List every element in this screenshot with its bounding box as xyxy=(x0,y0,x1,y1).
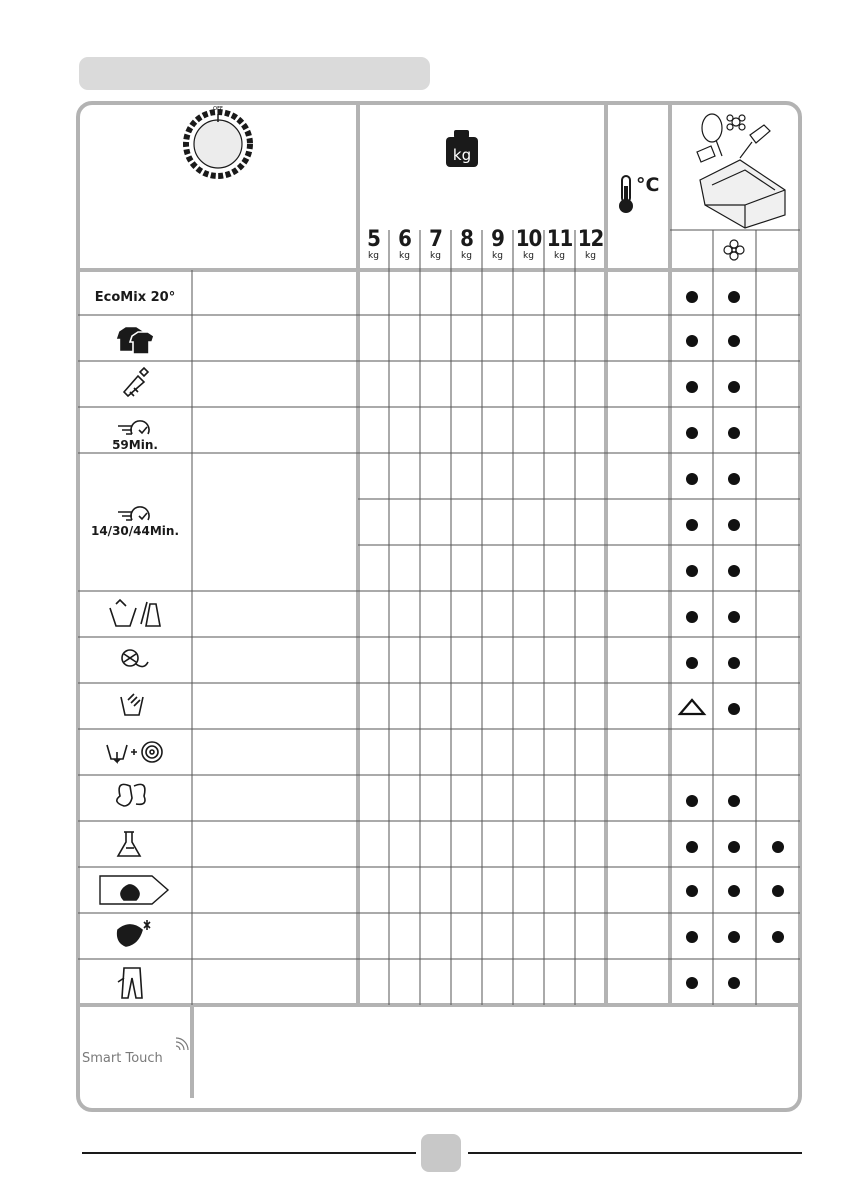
butterfly-icon xyxy=(117,784,145,806)
program-label-ecomix: EcoMix 20° xyxy=(94,290,176,305)
mark-dot xyxy=(728,841,740,853)
program-dial-icon xyxy=(186,112,250,176)
mark-dot xyxy=(686,427,698,439)
weight-kg-icon-label: kg xyxy=(452,146,472,164)
mark-dot xyxy=(686,841,698,853)
load-column-dividers xyxy=(389,227,575,1005)
load-column-5 xyxy=(358,229,389,261)
mark-dot xyxy=(686,885,698,897)
mark-dot xyxy=(686,565,698,577)
load-value: 5 xyxy=(367,227,380,252)
load-column-10 xyxy=(513,229,544,261)
mark-dot xyxy=(772,841,784,853)
smart-touch-label: Smart Touch xyxy=(82,1051,163,1066)
load-column-7 xyxy=(420,229,451,261)
load-value: 7 xyxy=(429,227,442,252)
page-number-box xyxy=(421,1134,461,1172)
load-unit: kg xyxy=(368,251,379,261)
rapid-clock-icon xyxy=(118,421,149,434)
mark-dot xyxy=(728,977,740,989)
load-unit: kg xyxy=(430,251,441,261)
detergent-drawer-icon xyxy=(697,114,785,228)
load-value: 12 xyxy=(577,227,604,252)
mark-dot xyxy=(728,703,740,715)
detergent-column-dividers xyxy=(192,227,800,1005)
mark-dot xyxy=(728,473,740,485)
load-unit: kg xyxy=(492,251,503,261)
mark-dot xyxy=(686,611,698,623)
mark-dot xyxy=(728,795,740,807)
mark-dot xyxy=(686,291,698,303)
mark-dot xyxy=(686,519,698,531)
load-unit: kg xyxy=(399,251,410,261)
mark-dot xyxy=(686,977,698,989)
temperature-unit: °C xyxy=(636,174,660,196)
load-unit: kg xyxy=(554,251,565,261)
mark-dot xyxy=(728,565,740,577)
footer-rule-right xyxy=(468,1152,802,1154)
softener-flower-icon xyxy=(724,240,744,260)
thermometer-icon xyxy=(619,176,633,213)
program-label-59min: 59Min. xyxy=(112,438,158,452)
load-column-11 xyxy=(544,229,575,261)
load-column-8 xyxy=(451,229,482,261)
load-column-12 xyxy=(575,229,606,261)
cotton-tag-icon xyxy=(100,876,168,904)
mark-dot xyxy=(686,657,698,669)
shirts-icon xyxy=(118,328,154,354)
mark-dot xyxy=(728,611,740,623)
mark-dot xyxy=(686,795,698,807)
load-value: 11 xyxy=(546,227,573,252)
load-value: 8 xyxy=(460,227,473,252)
mark-dot xyxy=(728,427,740,439)
mark-dot xyxy=(686,473,698,485)
drain-spin-icon xyxy=(107,742,162,762)
load-value: 9 xyxy=(491,227,504,252)
mark-dot xyxy=(728,885,740,897)
mark-dot xyxy=(772,931,784,943)
mark-dot xyxy=(686,381,698,393)
load-column-6 xyxy=(389,229,420,261)
mark-dot xyxy=(728,657,740,669)
mark-triangle xyxy=(680,700,704,714)
mark-dot xyxy=(728,335,740,347)
footer-rule-left xyxy=(82,1152,416,1154)
mark-dot xyxy=(728,931,740,943)
wool-icon xyxy=(122,650,148,667)
jeans-icon xyxy=(118,968,142,998)
rinse-icon xyxy=(121,694,143,715)
mark-dot xyxy=(728,519,740,531)
mark-dot xyxy=(772,885,784,897)
stain-leaf-icon xyxy=(118,920,150,946)
mark-dot xyxy=(686,931,698,943)
rapid-clock-icon-2 xyxy=(118,507,149,520)
dial-off-label: OFF xyxy=(213,106,223,112)
program-label-rapid: 14/30/44Min. xyxy=(90,524,180,538)
load-value: 6 xyxy=(398,227,411,252)
nfc-signal-icon xyxy=(176,1038,188,1050)
flask-icon xyxy=(118,832,140,856)
baby-bottle-icon xyxy=(124,368,148,396)
handwash-dress-icon xyxy=(110,600,160,626)
load-column-9 xyxy=(482,229,513,261)
row-lines xyxy=(78,315,800,959)
mark-dot xyxy=(686,335,698,347)
detergent-marks xyxy=(680,291,784,989)
load-unit: kg xyxy=(585,251,596,261)
load-unit: kg xyxy=(523,251,534,261)
mark-dot xyxy=(728,381,740,393)
load-unit: kg xyxy=(461,251,472,261)
mark-dot xyxy=(728,291,740,303)
load-value: 10 xyxy=(515,227,542,252)
